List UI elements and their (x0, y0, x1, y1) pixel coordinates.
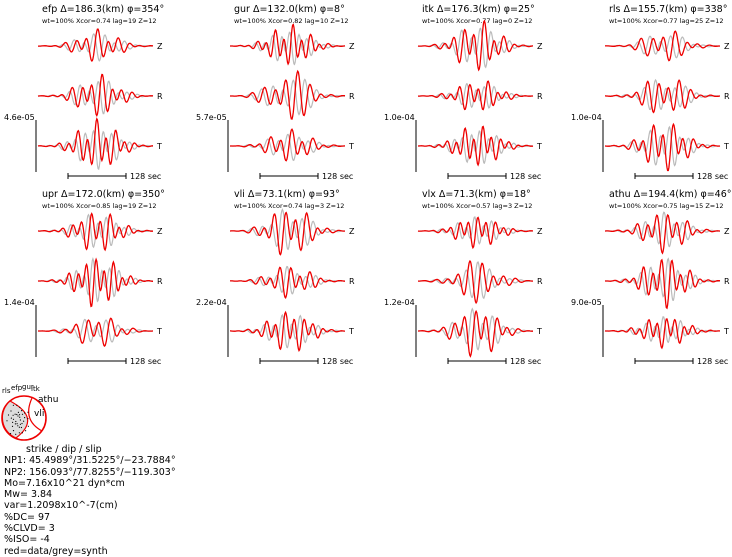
component-label-t: T (724, 327, 729, 336)
component-label-r: R (537, 92, 543, 101)
component-label-z: Z (724, 227, 730, 236)
beachball-stipple (21, 410, 22, 411)
time-scale-label: 128 sec (322, 172, 354, 181)
time-scale-label: 128 sec (697, 357, 729, 366)
var-line: var=1.2098x10^-7(cm) (4, 500, 118, 512)
data-trace-t (230, 312, 345, 350)
component-label-t: T (157, 327, 162, 336)
synth-trace-r (605, 80, 720, 110)
station-stats: wt=100% Xcor=0.77 lag=0 Z=12 (422, 17, 533, 25)
beachball-stipple (8, 414, 9, 415)
legend-line: red=data/grey=synth (4, 545, 108, 557)
iso-line: %ISO= -4 (4, 534, 50, 546)
station-panel-vli (196, 189, 355, 366)
beachball-stipple (19, 427, 20, 428)
beachball-stipple (20, 424, 21, 425)
dc-line: %DC= 97 (4, 511, 51, 523)
mw-line: Mw= 3.84 (4, 489, 53, 501)
station-stats: wt=100% Xcor=0.74 lag=19 Z=12 (42, 17, 157, 25)
beachball-stipple (22, 432, 23, 433)
component-label-z: Z (157, 42, 163, 51)
beachball-station-label: itk (31, 385, 40, 393)
synth-trace-t (605, 127, 720, 166)
data-trace-r (418, 81, 533, 109)
data-trace-z (418, 21, 533, 70)
clvd-line: %CLVD= 3 (4, 523, 55, 535)
beachball-stipple (18, 412, 19, 413)
solution-summary (4, 444, 176, 557)
station-panel-efp (4, 4, 164, 181)
station-header: vlx Δ=71.3(km) φ=18° (422, 189, 531, 200)
station-stats: wt=100% Xcor=0.57 lag=3 Z=12 (422, 202, 533, 210)
time-scale-label: 128 sec (130, 172, 162, 181)
station-panel-upr (4, 189, 165, 366)
component-label-r: R (157, 92, 163, 101)
component-label-t: T (157, 142, 162, 151)
amplitude-scale-label: 9.0e-05 (571, 298, 602, 307)
beachball-stipple (19, 407, 20, 408)
data-trace-r (418, 261, 533, 303)
beachball-stipple (13, 419, 14, 420)
station-stats: wt=100% Xcor=0.75 lag=15 Z=12 (609, 202, 724, 210)
beachball-station-label: efp (11, 384, 23, 392)
beachball-station-label: rls (2, 387, 11, 395)
component-label-r: R (537, 277, 543, 286)
station-panel-itk (384, 4, 543, 181)
station-panel-athu (571, 189, 732, 366)
time-scale-label: 128 sec (130, 357, 162, 366)
beachball-stipple (13, 430, 14, 431)
beachball-stipple (23, 421, 24, 422)
beachball-stipple (17, 415, 18, 416)
component-label-z: Z (724, 42, 730, 51)
amplitude-scale-label: 1.4e-04 (4, 298, 35, 307)
station-header: athu Δ=194.4(km) φ=46° (609, 189, 732, 200)
beachball-stipple (12, 426, 13, 427)
amplitude-scale-label: 1.0e-04 (384, 113, 415, 122)
component-label-r: R (349, 92, 355, 101)
np2-line: NP2: 156.093°/77.8255°/−119.303° (4, 466, 176, 478)
amplitude-scale-label: 1.2e-04 (384, 298, 415, 307)
station-panel-vlx (384, 189, 543, 366)
beachball-stipple (28, 426, 29, 427)
component-label-t: T (537, 327, 542, 336)
station-header: gur Δ=132.0(km) φ=8° (234, 4, 345, 15)
beachball-stipple (19, 414, 20, 415)
component-label-r: R (349, 277, 355, 286)
beachball-stipple (16, 414, 17, 415)
beachball-stipple (21, 423, 22, 424)
component-label-z: Z (349, 42, 355, 51)
component-label-r: R (724, 277, 730, 286)
beachball-station-label: gur (22, 383, 34, 391)
beachball-stipple (13, 405, 14, 406)
mo-line: Mo=7.16x10^21 dyn*cm (4, 477, 125, 489)
station-stats: wt=100% Xcor=0.77 lag=25 Z=12 (609, 17, 724, 25)
beachball-stipple (15, 434, 16, 435)
summary-header: strike / dip / slip (26, 444, 102, 455)
station-header: vli Δ=73.1(km) φ=93° (234, 189, 340, 200)
beachball-stipple (15, 414, 16, 415)
component-label-r: R (724, 92, 730, 101)
component-label-z: Z (537, 227, 543, 236)
station-stats: wt=100% Xcor=0.82 lag=10 Z=12 (234, 17, 349, 25)
beachball-stipple (25, 430, 26, 431)
beachball-stipple (27, 418, 28, 419)
synth-trace-z (605, 212, 720, 246)
station-header: upr Δ=172.0(km) φ=350° (42, 189, 165, 200)
synth-trace-t (605, 317, 720, 343)
np1-line: NP1: 45.4989°/31.5225°/−23.7884° (4, 455, 176, 467)
data-trace-r (605, 260, 720, 308)
component-label-t: T (724, 142, 729, 151)
component-label-z: Z (349, 227, 355, 236)
beachball-stipple (15, 421, 16, 422)
station-header: rls Δ=155.7(km) φ=338° (609, 4, 728, 15)
station-header: efp Δ=186.3(km) φ=354° (42, 4, 165, 15)
beachball-stipple (22, 414, 23, 415)
beachball-stipple (16, 405, 17, 406)
component-label-z: Z (537, 42, 543, 51)
time-scale-label: 128 sec (510, 172, 542, 181)
data-trace-r (230, 267, 345, 297)
beachball-stipple (24, 417, 25, 418)
beachball-stipple (6, 420, 7, 421)
beachball-stipple (10, 410, 11, 411)
station-panel-gur (196, 4, 355, 181)
component-label-z: Z (157, 227, 163, 236)
beachball-station-label: athu (38, 395, 59, 405)
beachball-station-label: vli (34, 409, 45, 419)
component-label-t: T (349, 327, 354, 336)
station-stats: wt=100% Xcor=0.74 lag=3 Z=12 (234, 202, 345, 210)
beachball-stipple (17, 423, 18, 424)
beachball-stipple (11, 418, 12, 419)
station-stats: wt=100% Xcor=0.85 lag=19 Z=12 (42, 202, 157, 210)
beachball (2, 383, 58, 440)
beachball-stipple (21, 427, 22, 428)
synth-trace-r (418, 84, 533, 108)
beachball-stipple (10, 433, 11, 434)
beachball-stipple (20, 419, 21, 420)
amplitude-scale-label: 5.7e-05 (196, 113, 227, 122)
station-header: itk Δ=176.3(km) φ=25° (422, 4, 535, 15)
beachball-stipple (19, 417, 20, 418)
component-label-r: R (157, 277, 163, 286)
time-scale-label: 128 sec (322, 357, 354, 366)
time-scale-label: 128 sec (510, 357, 542, 366)
beachball-stipple (15, 423, 16, 424)
data-trace-t (605, 319, 720, 348)
component-label-t: T (537, 142, 542, 151)
amplitude-scale-label: 2.2e-04 (196, 298, 227, 307)
beachball-stipple (24, 412, 25, 413)
beachball-stipple (27, 412, 28, 413)
beachball-stipple (17, 425, 18, 426)
beachball-stipple (13, 415, 14, 416)
beachball-stipple (12, 422, 13, 423)
amplitude-scale-label: 4.6e-05 (4, 113, 35, 122)
station-panel-rls (571, 4, 730, 181)
time-scale-label: 128 sec (697, 172, 729, 181)
component-label-t: T (349, 142, 354, 151)
synth-trace-t (38, 131, 153, 169)
beachball-stipple (19, 432, 20, 433)
amplitude-scale-label: 1.0e-04 (571, 113, 602, 122)
